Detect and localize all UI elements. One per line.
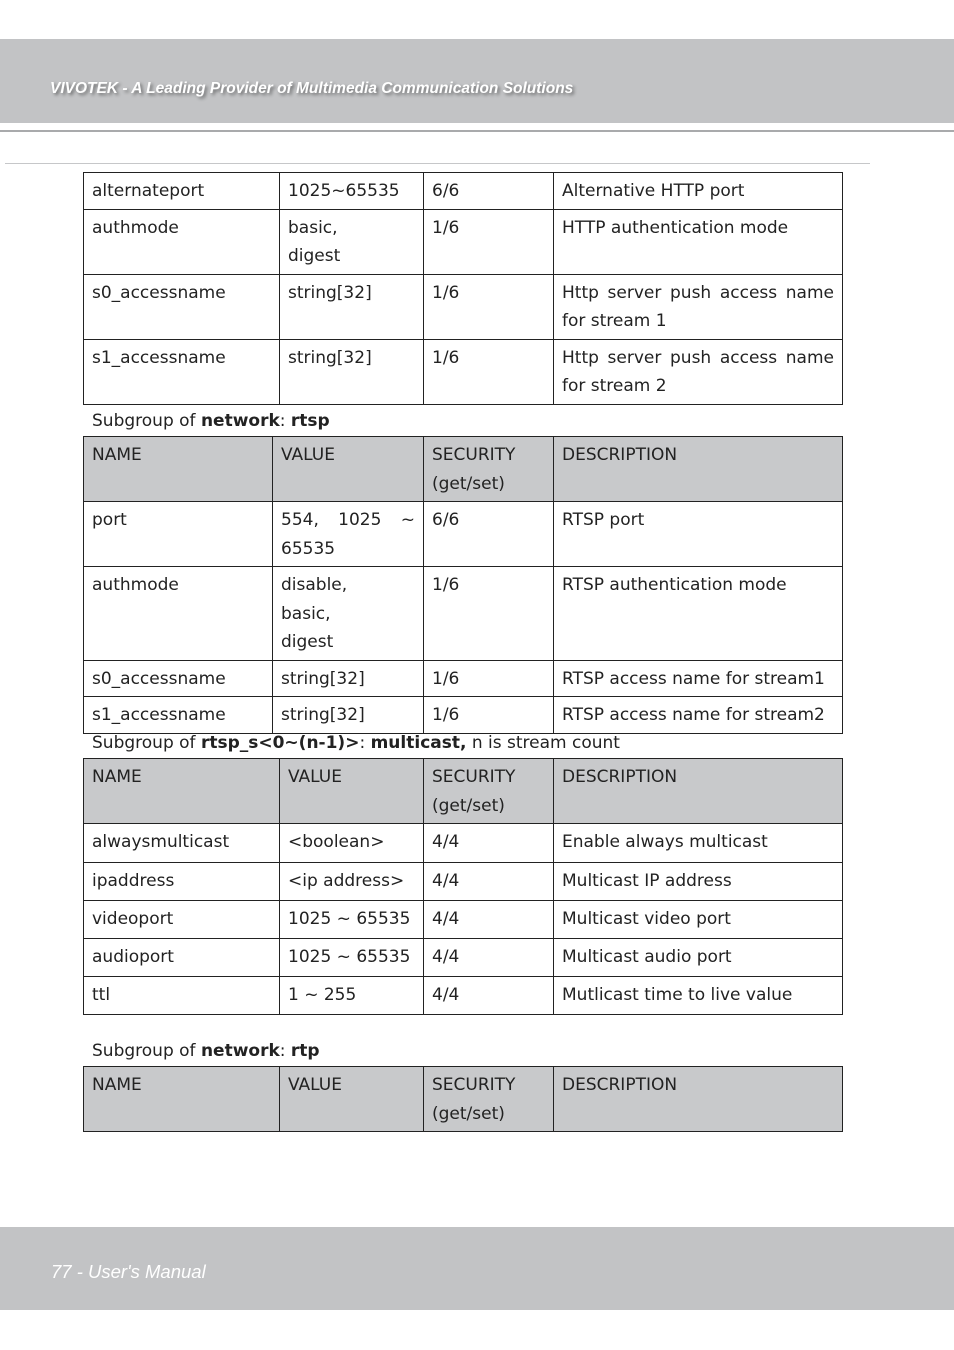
table-row	[84, 209, 843, 274]
table-row	[84, 863, 843, 901]
param-value: string[32]	[273, 697, 424, 734]
table-row	[84, 173, 843, 210]
param-name: s0_accessname	[84, 660, 273, 697]
table-row	[84, 824, 843, 863]
table-row	[84, 901, 843, 939]
section-caption-rtp: Subgroup of network: rtp	[92, 1041, 320, 1061]
table-row	[84, 274, 843, 339]
table-row	[84, 977, 843, 1015]
section-caption-rtsp: Subgroup of network: rtsp	[92, 411, 330, 431]
rtp-parameters-table	[83, 1066, 843, 1132]
multicast-parameters-table	[83, 758, 843, 1015]
param-description: Multicast audio port	[554, 939, 843, 977]
param-description: RTSP authentication mode	[554, 567, 843, 661]
column-header-value: VALUE	[273, 437, 424, 502]
param-value: 1 ~ 255	[280, 977, 424, 1015]
param-description: RTSP access name for stream1	[554, 660, 843, 697]
param-value: basic, digest	[280, 209, 424, 274]
param-security: 6/6	[424, 502, 554, 567]
param-description: Http server push access name for stream 2	[554, 339, 843, 404]
table-row	[84, 697, 843, 734]
rtsp-parameters-table	[83, 436, 843, 734]
param-name: ipaddress	[84, 863, 280, 901]
table-row	[84, 339, 843, 404]
param-description: Alternative HTTP port	[554, 173, 843, 210]
table-row	[84, 502, 843, 567]
column-header-value: VALUE	[280, 1067, 424, 1132]
header-divider	[0, 130, 954, 132]
column-header-security: SECURITY (get/set)	[424, 437, 554, 502]
column-header-name: NAME	[84, 759, 280, 824]
param-value: 1025 ~ 65535	[280, 901, 424, 939]
column-header-description: DESCRIPTION	[554, 759, 843, 824]
param-security: 1/6	[424, 339, 554, 404]
param-security: 4/4	[424, 824, 554, 863]
param-name: alternateport	[84, 173, 280, 210]
header-title: VIVOTEK - A Leading Provider of Multimedia Communication Solutions	[50, 80, 574, 97]
param-value: <boolean>	[280, 824, 424, 863]
param-description: Multicast IP address	[554, 863, 843, 901]
param-name: authmode	[84, 567, 273, 661]
param-security: 6/6	[424, 173, 554, 210]
param-description: Mutlicast time to live value	[554, 977, 843, 1015]
param-name: audioport	[84, 939, 280, 977]
param-value: disable, basic, digest	[273, 567, 424, 661]
column-header-description: DESCRIPTION	[554, 437, 843, 502]
table-row	[84, 567, 843, 661]
column-header-name: NAME	[84, 1067, 280, 1132]
param-description: Multicast video port	[554, 901, 843, 939]
table-row	[84, 939, 843, 977]
table-header-row	[84, 759, 843, 824]
page-number-label: 77 - User's Manual	[51, 1261, 206, 1282]
param-description: RTSP access name for stream2	[554, 697, 843, 734]
table-header-row	[84, 437, 843, 502]
content-divider	[5, 163, 870, 164]
param-name: s1_accessname	[84, 339, 280, 404]
param-name: s0_accessname	[84, 274, 280, 339]
table-header-row	[84, 1067, 843, 1132]
param-security: 1/6	[424, 660, 554, 697]
param-value: 1025~65535	[280, 173, 424, 210]
column-header-name: NAME	[84, 437, 273, 502]
param-value: string[32]	[273, 660, 424, 697]
table-row	[84, 660, 843, 697]
param-value: 554, 1025 ~ 65535	[273, 502, 424, 567]
param-description: Http server push access name for stream 1	[554, 274, 843, 339]
param-description: RTSP port	[554, 502, 843, 567]
param-name: s1_accessname	[84, 697, 273, 734]
param-security: 1/6	[424, 274, 554, 339]
param-description: HTTP authentication mode	[554, 209, 843, 274]
column-header-value: VALUE	[280, 759, 424, 824]
param-value: string[32]	[280, 339, 424, 404]
param-security: 4/4	[424, 939, 554, 977]
param-name: alwaysmulticast	[84, 824, 280, 863]
param-security: 1/6	[424, 697, 554, 734]
column-header-security: SECURITY (get/set)	[424, 759, 554, 824]
http-parameters-table	[83, 172, 843, 405]
param-name: port	[84, 502, 273, 567]
section-caption-multicast: Subgroup of rtsp_s<0~(n-1)>: multicast, n is stream count	[92, 733, 620, 753]
param-description: Enable always multicast	[554, 824, 843, 863]
param-name: authmode	[84, 209, 280, 274]
param-security: 1/6	[424, 567, 554, 661]
param-value: <ip address>	[280, 863, 424, 901]
param-security: 4/4	[424, 901, 554, 939]
param-name: videoport	[84, 901, 280, 939]
param-value: 1025 ~ 65535	[280, 939, 424, 977]
column-header-description: DESCRIPTION	[554, 1067, 843, 1132]
param-security: 1/6	[424, 209, 554, 274]
column-header-security: SECURITY (get/set)	[424, 1067, 554, 1132]
param-security: 4/4	[424, 863, 554, 901]
param-value: string[32]	[280, 274, 424, 339]
param-name: ttl	[84, 977, 280, 1015]
param-security: 4/4	[424, 977, 554, 1015]
